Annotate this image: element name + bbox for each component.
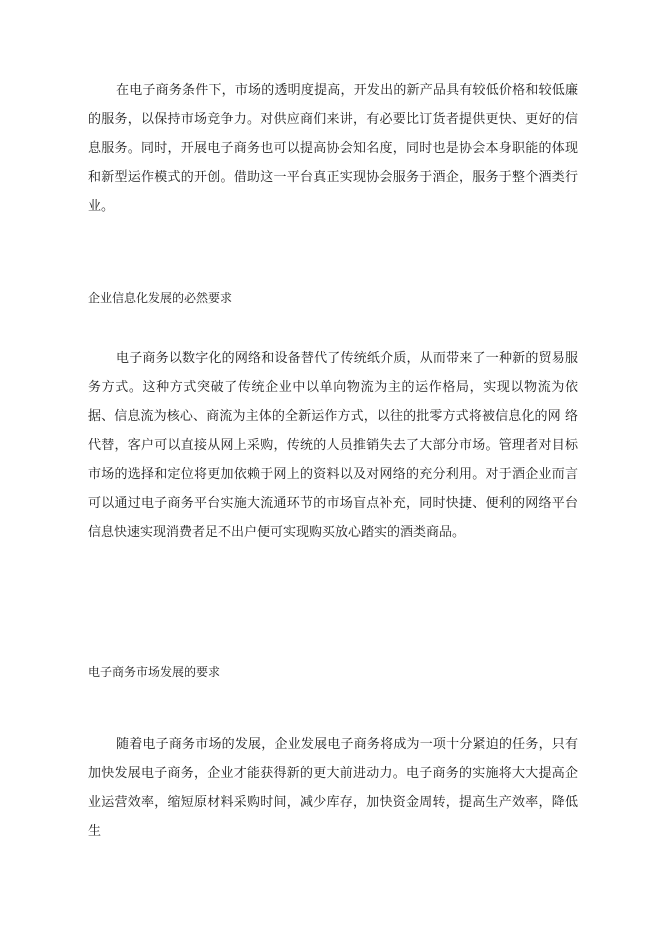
paragraph-digital-network: 电子商务以数字化的网络和设备替代了传统纸介质，从而带来了一种新的贸易服务方式。这种方式突破了传统企业中以单向物流为主的运作格局，实现以物流为依据、信息流为核心、商流为主体的全新运作方式，以往的批零方式将被信息化的网 络代替，客户可以直接从网上采购，传统的人员推销失去了大部分市场。管理者对目标市场的选择和定位将更加依赖于网上的资料以及对网络的充分利用。对于酒企业而言可以通过电子商务平台实施大流通环节的市场盲点补充，同时快捷、便利的网络平台信息快速实现消费者足不出户便可实现购买放心踏实的酒类商品。 [88, 351, 578, 540]
paragraph-market-development: 随着电子商务市场的发展，企业发展电子商务将成为一项十分紧迫的任务，只有加快发展电子商务，企业才能获得新的更大前进动力。电子商务的实施将大大提高企业运营效率，缩短原材料采购时间，减少库存，加快资金周转，提高生产效率，降低生 [88, 737, 578, 839]
section-heading-informatization: 企业信息化发展的必然要求 [88, 291, 233, 305]
paragraph-ecommerce-conditions: 在电子商务条件下，市场的透明度提高，开发出的新产品具有较低价格和较低廉的服务，以保持市场竞争力。对供应商们来讲，有必要比订货者提供更快、更好的信息服务。同时，开展电子商务也可以提高协会知名度，同时也是协会本身职能的体现和新型运作模式的开创。借助这一平台真正实现协会服务于酒企，服务于整个酒类行业。 [88, 83, 578, 214]
section-heading-market-development: 电子商务市场发展的要求 [88, 665, 221, 679]
